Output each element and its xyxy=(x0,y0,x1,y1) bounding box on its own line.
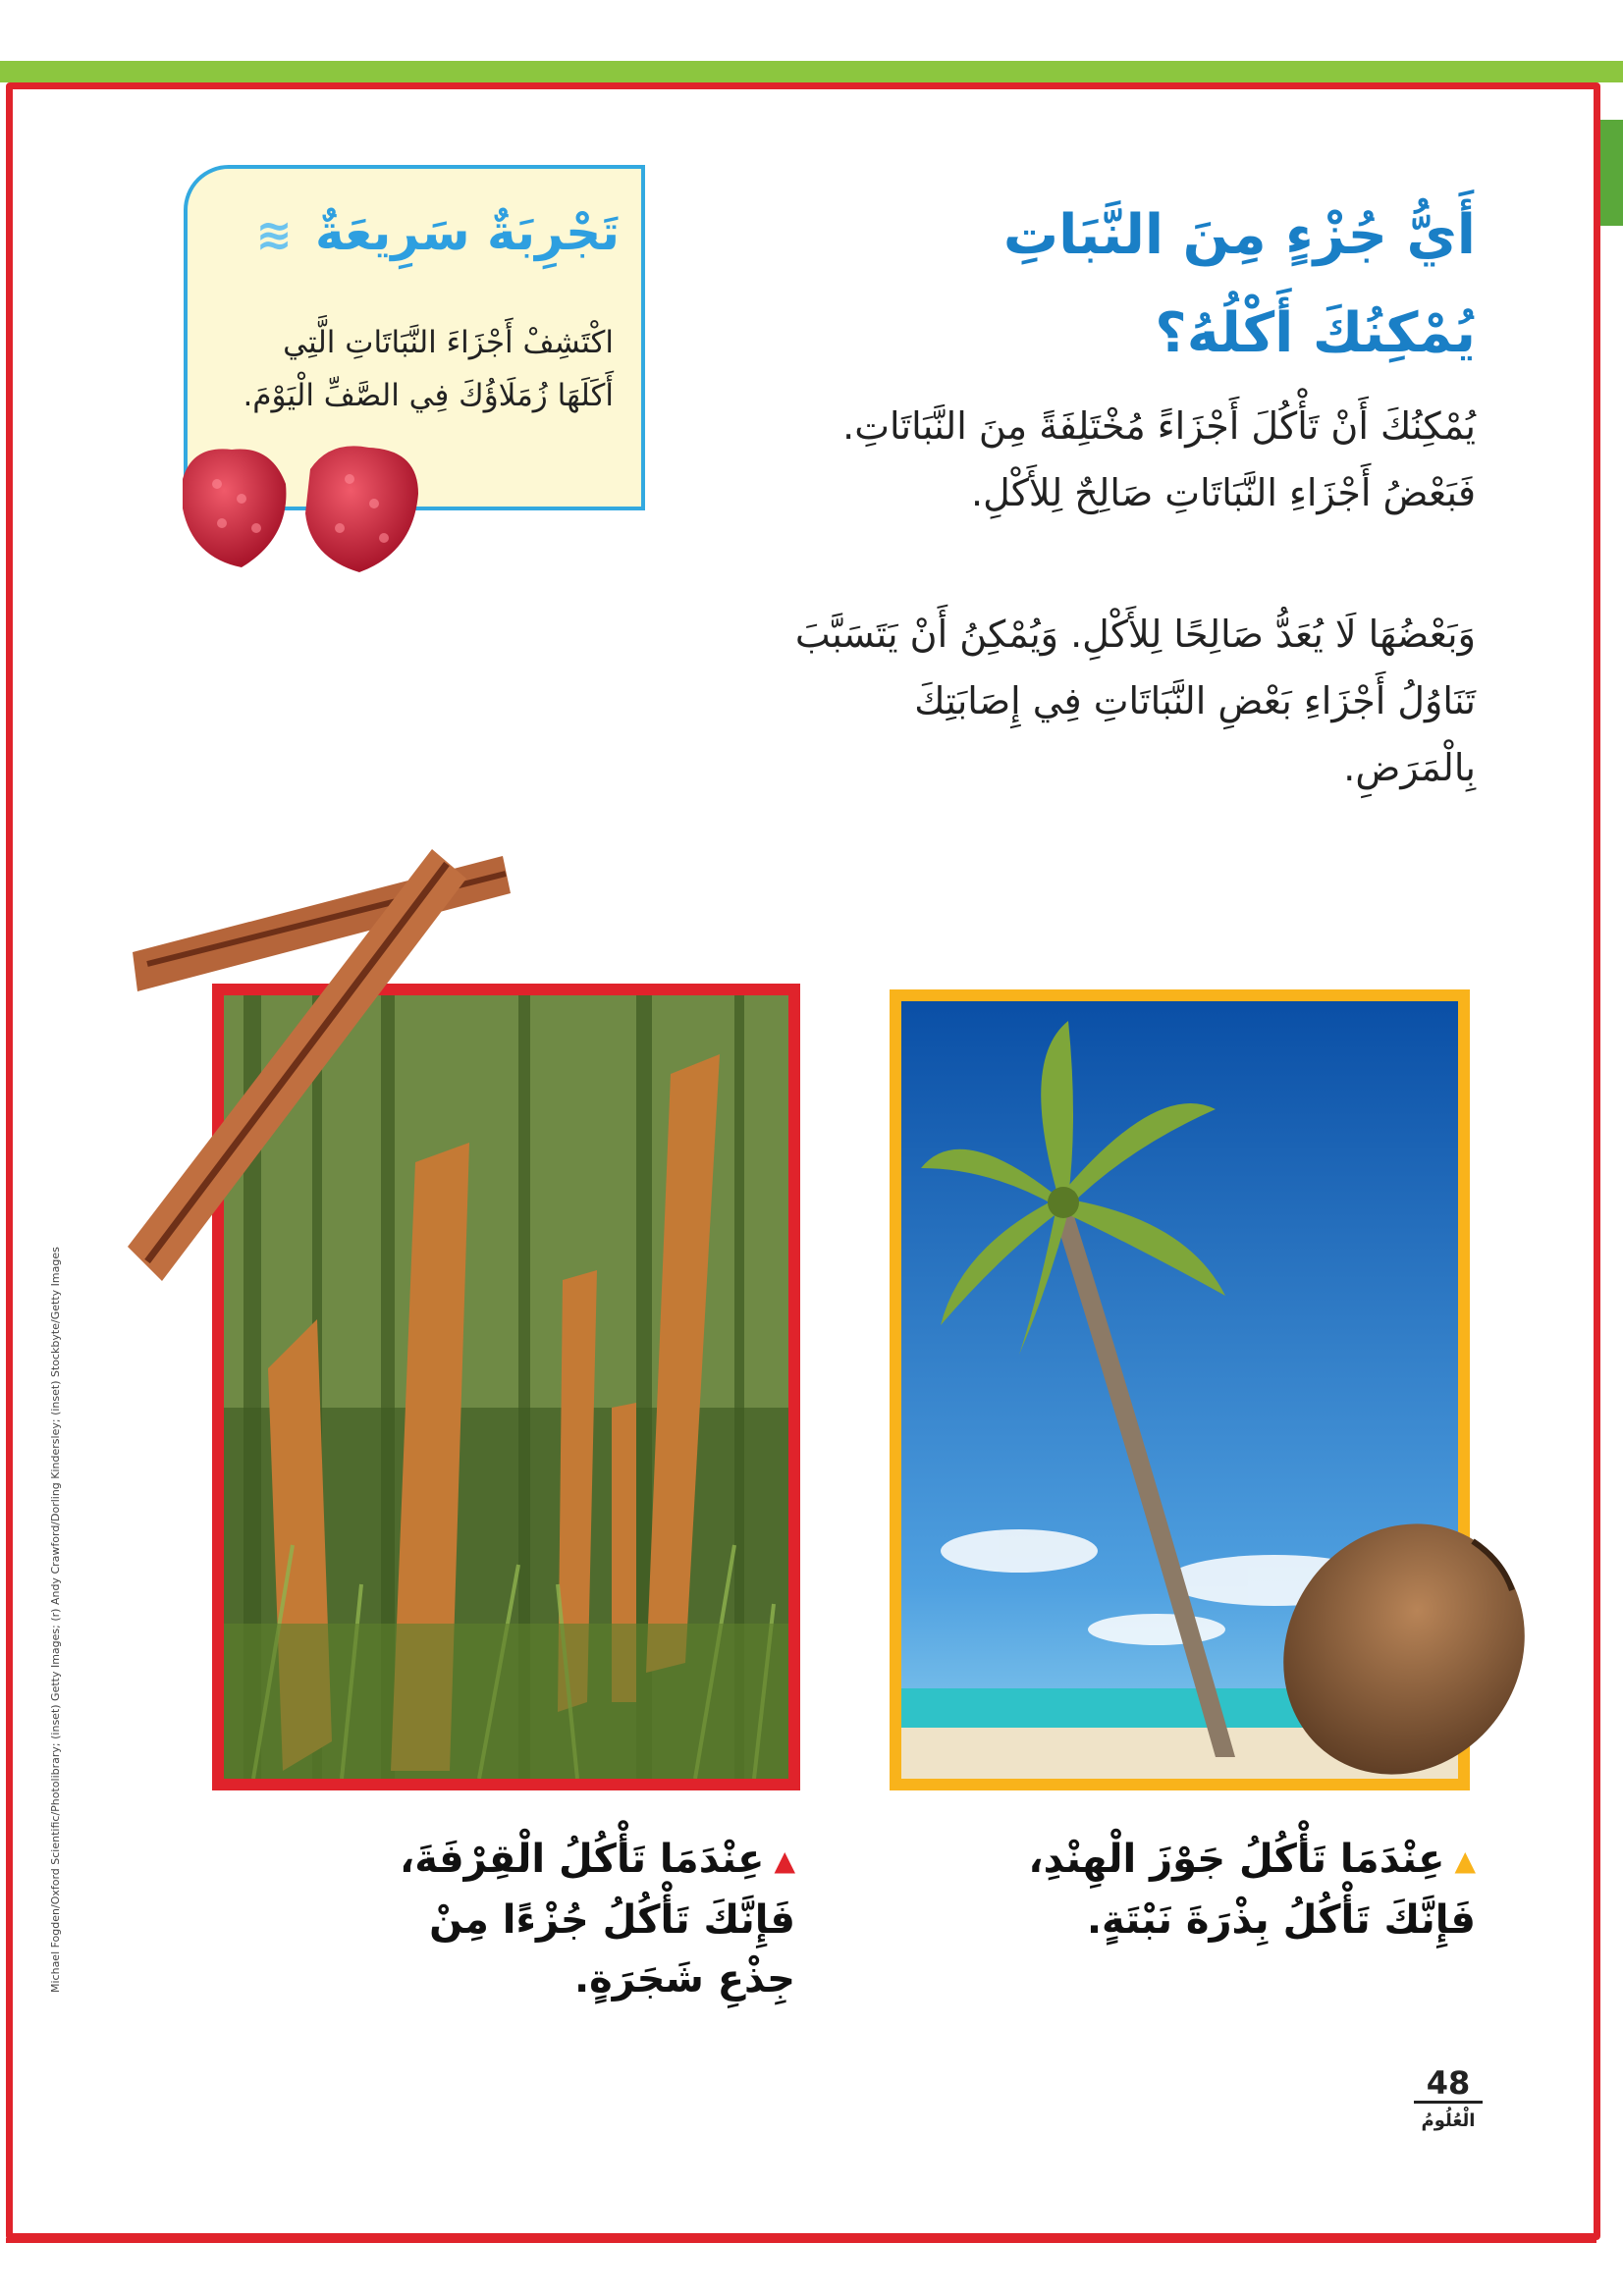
coconut-icon xyxy=(1276,1502,1532,1787)
title-line-2: يُمْكِنُكَ أَكْلُهُ؟ xyxy=(1155,301,1476,365)
photo-credits: Michael Fogden/Oxford Scientific/Photolibrary; (inset) Getty Images; (r) Andy Crawford/Dorling Kindersley; (inset) Stockbyte/Getty Images xyxy=(49,1247,62,1993)
title-line-1: أَيُّ جُزْءٍ مِنَ النَّبَاتِ xyxy=(1002,203,1476,267)
raspberry-icon xyxy=(173,440,430,579)
bottom-rule xyxy=(6,2238,1596,2243)
page-number xyxy=(1414,2065,1483,2139)
warning-paragraph: وَبَعْضُهَا لَا يُعَدُّ صَالِحًا لِلأَكْلِ. وَيُمْكِنُ أَنْ يَتَسَبَّبَ تَنَاوُلُ أَجْزَاءِ بَعْضِ النَّبَاتَاتِ فِي إِصَابَتِكَ بِالْمَرَضِ. xyxy=(794,613,1476,789)
cinnamon-caption: ▲عِنْدَمَا تَأْكُلُ الْقِرْفَةَ، فَإِنَّكَ تَأْكُلُ جُزْءًا مِنْ جِذْعِ شَجَرَةٍ. xyxy=(383,1830,795,2008)
page-number-value: 48 xyxy=(1414,2065,1483,2104)
caption-arrow-yellow-icon: ▲ xyxy=(1454,1844,1476,1877)
top-green-band xyxy=(0,61,1623,82)
swirl-icon: ≋ xyxy=(255,210,293,260)
page-subject-label: الْعُلُومُ xyxy=(1421,2110,1476,2131)
quick-activity-title: تَجْرِبَةٌ سَرِيعَةٌ ≋ xyxy=(255,204,620,261)
cinnamon-sticks-icon xyxy=(118,834,530,1296)
intro-paragraph: يُمْكِنُكَ أَنْ تَأْكُلَ أَجْزَاءً مُخْتَلِفَةً مِنَ النَّبَاتَاتِ. فَبَعْضُ أَجْزَاءِ النَّبَاتَاتِ صَالِحٌ لِلأَكْلِ. xyxy=(842,404,1476,514)
page-title xyxy=(847,187,1476,383)
coconut-caption: ▲عِنْدَمَا تَأْكُلُ جَوْزَ الْهِنْدِ، فَإِنَّكَ تَأْكُلُ بِذْرَةَ نَبْتَةٍ. xyxy=(965,1830,1476,1949)
quick-activity-text: اكْتَشِفْ أَجْزَاءَ النَّبَاتَاتِ الَّتِي أَكَلَهَا زُمَلَاؤُكَ فِي الصَّفِّ الْيَوْمَ. xyxy=(243,325,614,413)
caption-arrow-red-icon: ▲ xyxy=(774,1844,795,1877)
